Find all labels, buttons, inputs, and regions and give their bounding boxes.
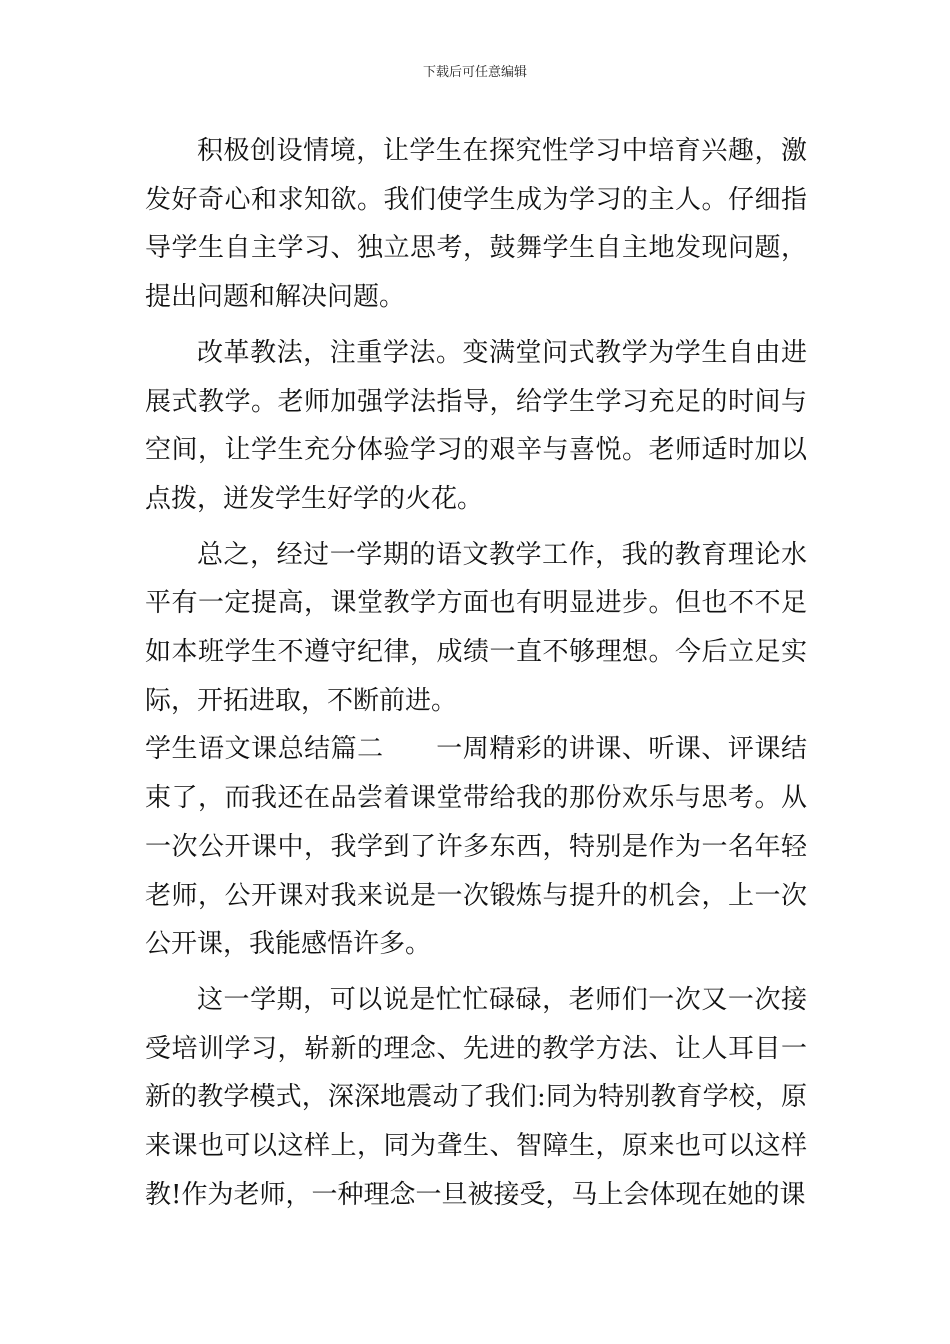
document-body xyxy=(145,127,807,1219)
section-title: 学生语文课总结篇二 xyxy=(145,734,384,765)
section-paragraph xyxy=(145,725,807,969)
paragraph-4: 一周精彩的讲课、听课、评课结束了，而我还在品尝着课堂带给我的那份欢乐与思考。从一次公开课中，我学到了许多东西，特别是作为一名年轻老师，公开课对我来说是一次锻炼与提升的机会，上一次公开课，我能感悟许多。 xyxy=(145,734,807,960)
page-header: 下载后可任意编辑 xyxy=(422,65,527,80)
paragraph-1: 积极创设情境，让学生在探究性学习中培育兴趣，激发好奇心和求知欲。我们使学生成为学习的主人。仔细指导学生自主学习、独立思考，鼓舞学生自主地发现问题，提出问题和解决问题。 xyxy=(145,136,807,313)
paragraph-2: 改革教法，注重学法。变满堂问式教学为学生自由进展式教学。老师加强学法指导，给学生学习充足的时间与空间，让学生充分体验学习的艰辛与喜悦。老师适时加以点拨，迸发学生好学的火花。 xyxy=(145,337,807,514)
paragraph-5: 这一学期，可以说是忙忙碌碌，老师们一次又一次接受培训学习，崭新的理念、先进的教学方法、让人耳目一新的教学模式，深深地震动了我们:同为特别教育学校，原来课也可以这样上，同为聋生、智障生，原来也可以这样教!作为老师，一种理念一旦被接受，马上会体现在她的课 xyxy=(145,984,807,1210)
paragraph-3: 总之，经过一学期的语文教学工作，我的教育理论水平有一定提高，课堂教学方面也有明显进步。但也不不足如本班学生不遵守纪律，成绩一直不够理想。今后立足实际，开拓进取，不断前进。 xyxy=(145,539,807,716)
